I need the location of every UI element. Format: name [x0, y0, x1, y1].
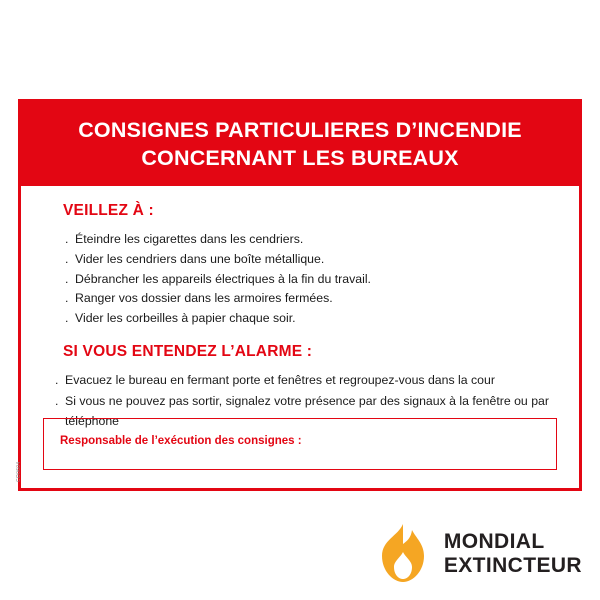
sign-header	[21, 102, 579, 186]
reference-code: CO0604	[16, 461, 22, 482]
list-item: . Ranger vos dossier dans les armoires fermées.	[65, 289, 553, 309]
sign-title-line-2: CONCERNANT LES BUREAUX	[141, 146, 459, 171]
flame-icon	[372, 522, 434, 584]
section-heading-veillez: VEILLEZ À :	[63, 201, 154, 219]
sign-title-line-1: CONSIGNES PARTICULIERES D’INCENDIE	[78, 118, 522, 142]
brand-text	[444, 531, 582, 576]
list-item: . Vider les corbeilles à papier chaque soir.	[65, 309, 553, 329]
list-item: . Evacuez le bureau en fermant porte et fenêtres et regroupez-vous dans la cour	[55, 371, 553, 391]
responsible-label: Responsable de l’exécution des consignes :	[60, 435, 302, 447]
sign-body	[21, 186, 579, 432]
fire-safety-sign	[18, 99, 582, 491]
section-heading-alarme: SI VOUS ENTENDEZ L’ALARME :	[63, 343, 313, 361]
veillez-list	[65, 230, 553, 330]
list-item: . Vider les cendriers dans une boîte métallique.	[65, 250, 553, 270]
list-item: . Débrancher les appareils électriques à la fin du travail.	[65, 270, 553, 290]
brand-logo	[372, 522, 582, 584]
list-item: . Éteindre les cigarettes dans les cendriers.	[65, 230, 553, 250]
section-divider-space	[47, 329, 553, 343]
brand-name-line-1: MONDIAL	[443, 529, 545, 553]
responsible-field-box[interactable]	[43, 418, 557, 470]
list-item: . Si vous ne pouvez pas sortir, signalez votre présence par des signaux à la fenêtre ou par téléphone	[55, 392, 553, 432]
brand-name-line-2: EXTINCTEUR	[443, 553, 582, 577]
